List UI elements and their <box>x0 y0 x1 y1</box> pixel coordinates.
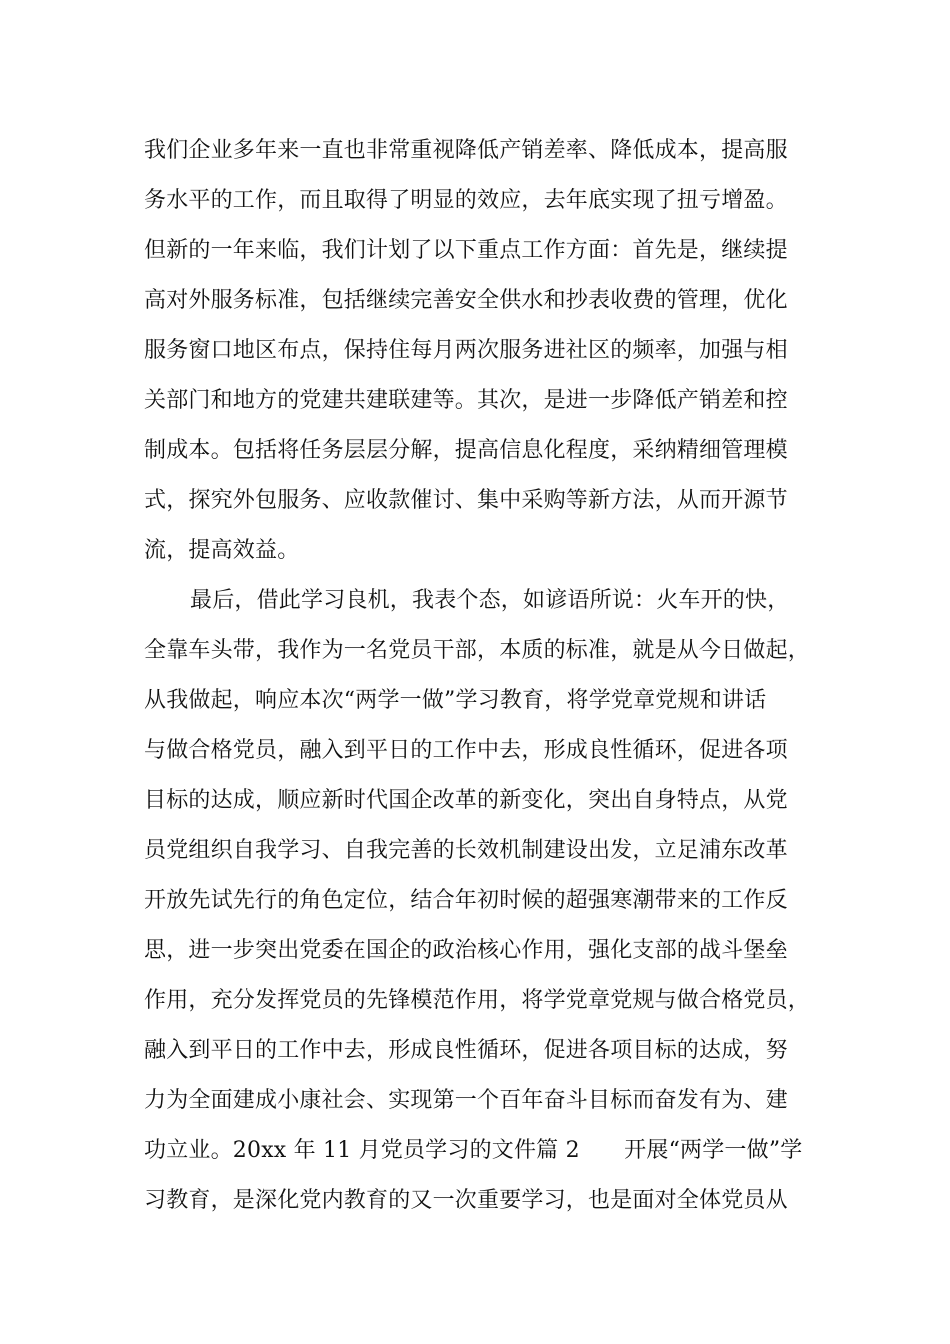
paragraph-2-line-2: 全靠车头带，我作为一名党员干部，本质的标准，就是从今日做起， <box>144 638 811 663</box>
paragraph-2-line-13: 习教育，是深化党内教育的又一次重要学习，也是面对全体党员从 <box>144 1188 788 1213</box>
paragraph-1-line-9: 流，提高效益。 <box>144 538 300 563</box>
paragraph-2-line-8: 思，进一步突出党委在国企的政治核心作用，强化支部的战斗堡垒 <box>144 938 788 963</box>
paragraph-2-line-11: 力为全面建成小康社会、实现第一个百年奋斗目标而奋发有为、建 <box>144 1088 788 1113</box>
paragraph-2-line-3: 从我做起，响应本次“两学一做”学习教育，将学党章党规和讲话 <box>144 688 767 713</box>
paragraph-1-line-8: 式，探究外包服务、应收款催讨、集中采购等新方法，从而开源节 <box>144 488 788 513</box>
paragraph-1-line-2: 务水平的工作，而且取得了明显的效应，去年底实现了扭亏增盈。 <box>144 188 788 213</box>
document-body <box>144 126 824 1226</box>
paragraph-2-line-10: 融入到平日的工作中去，形成良性循环，促进各项目标的达成，努 <box>144 1038 788 1063</box>
paragraph-1-line-1: 我们企业多年来一直也非常重视降低产销差率、降低成本，提高服 <box>144 138 788 163</box>
paragraph-1-line-6: 关部门和地方的党建共建联建等。其次，是进一步降低产销差和控 <box>144 388 788 413</box>
paragraph-1-line-7: 制成本。包括将任务层层分解，提高信息化程度，采纳精细管理模 <box>144 438 788 463</box>
paragraph-2-line-9: 作用，充分发挥党员的先锋模范作用，将学党章党规与做合格党员， <box>144 988 811 1013</box>
paragraph-2-line-5: 目标的达成，顺应新时代国企改革的新变化，突出自身特点，从党 <box>144 788 788 813</box>
paragraph-2-line-6: 员党组织自我学习、自我完善的长效机制建设出发，立足浦东改革 <box>144 838 788 863</box>
paragraph-1-line-3: 但新的一年来临，我们计划了以下重点工作方面：首先是，继续提 <box>144 238 788 263</box>
paragraph-2-line-1: 最后，借此学习良机，我表个态，如谚语所说：火车开的快， <box>190 588 790 613</box>
paragraph-1-line-5: 服务窗口地区布点，保持住每月两次服务进社区的频率，加强与相 <box>144 338 788 363</box>
paragraph-2-line-12: 功立业。20xx 年 11 月党员学习的文件篇 2 开展“两学一做”学 <box>144 1138 803 1163</box>
paragraph-2-line-7: 开放先试先行的角色定位，结合年初时候的超强寒潮带来的工作反 <box>144 888 788 913</box>
paragraph-2-line-4: 与做合格党员，融入到平日的工作中去，形成良性循环，促进各项 <box>144 738 788 763</box>
paragraph-1-line-4: 高对外服务标准，包括继续完善安全供水和抄表收费的管理，优化 <box>144 288 788 313</box>
